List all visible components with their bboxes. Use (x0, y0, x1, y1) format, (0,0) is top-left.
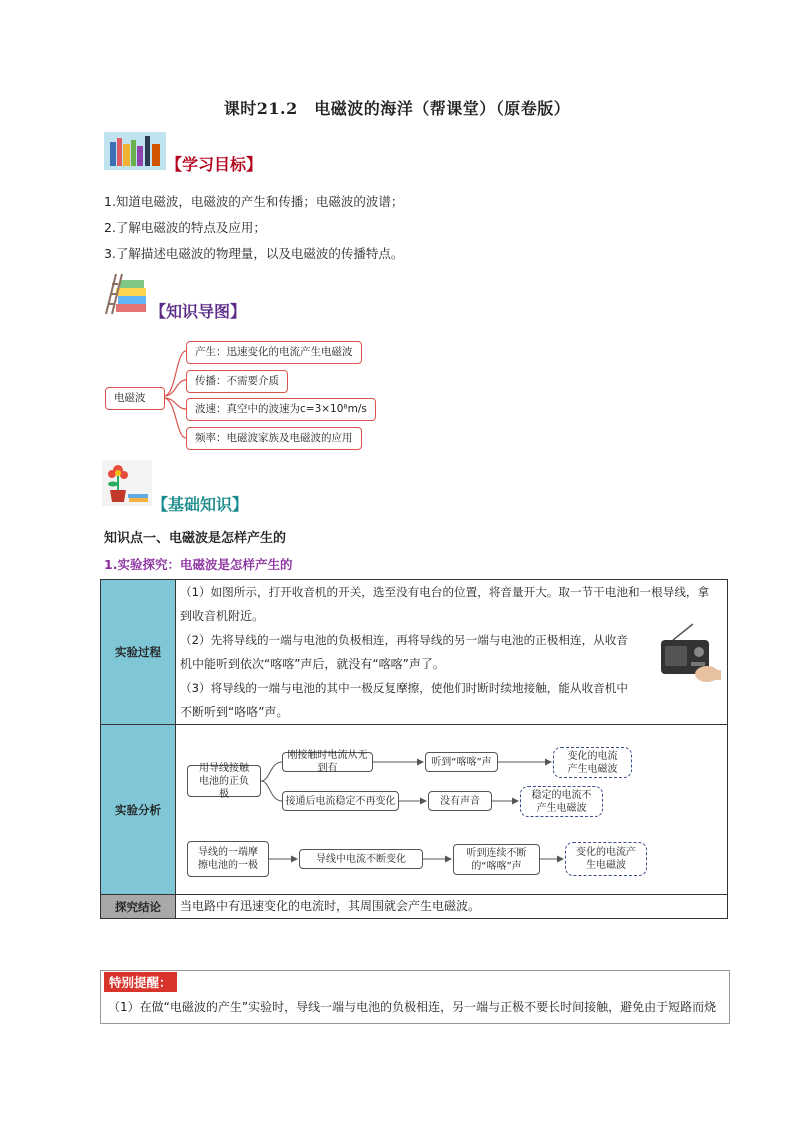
flow-a1-result: 变化的电流产生电磁波 (553, 747, 632, 778)
mindmap-branch-2: 传播：不需要介质 (186, 370, 288, 393)
experiment-table (100, 579, 728, 919)
table-row (101, 895, 728, 919)
tip-text: （1）在做“电磁波的产生”实验时，导线一端与电池的负极相连，另一端与正极不要长时间接触，避免由于短路而烧 (108, 1000, 717, 1014)
tip-box (100, 970, 730, 1024)
section-heading-goals: 【学习目标】 (166, 155, 263, 174)
mindmap-branch-4: 频率：电磁波家族及电磁波的应用 (186, 427, 362, 450)
flow-start-a: 用导线接触电池的正负极 (187, 765, 261, 797)
section-heading-basics: 【基础知识】 (152, 495, 249, 514)
flow-b-result: 变化的电流产生电磁波 (565, 842, 647, 876)
analysis-label: 实验分析 (101, 725, 176, 895)
flow-a2-result: 稳定的电流不产生电磁波 (520, 786, 603, 817)
flow-a1-cause: 刚接触时电流从无到有 (282, 752, 373, 772)
conclusion-label: 探究结论 (101, 895, 176, 919)
flow-b-hear: 听到连续不断的“喀喀”声 (453, 844, 540, 875)
flow-a1-hear: 听到“喀喀”声 (425, 752, 498, 772)
flower-pot-icon (102, 460, 152, 506)
goal-item-3: 3.了解描述电磁波的物理量，以及电磁波的传播特点。 (104, 246, 404, 261)
radio-image (653, 622, 721, 688)
process-line-1: （1）如图所示，打开收音机的开关，选至没有电台的位置，将音量开大。取一节干电池和一根导线，拿 (180, 585, 710, 599)
conclusion-cell: 当电路中有迅速变化的电流时，其周围就会产生电磁波。 (176, 895, 728, 919)
process-line-4: 机中能听到依次“喀喀”声后，就没有“喀喀”声了。 (180, 657, 445, 671)
flow-a2-hear: 没有声音 (428, 791, 492, 811)
flow-start-b: 导线的一端摩擦电池的一极 (187, 841, 269, 877)
analysis-cell (176, 725, 728, 895)
process-line-2: 到收音机附近。 (180, 609, 265, 623)
process-cell (176, 580, 728, 725)
flow-b-cause: 导线中电流不断变化 (299, 849, 423, 869)
table-row (101, 580, 728, 725)
flow-a2-cause: 接通后电流稳定不再变化 (282, 791, 399, 811)
knowledge-point-title: 知识点一、电磁波是怎样产生的 (104, 531, 287, 546)
section-heading-map: 【知识导图】 (150, 302, 247, 321)
table-row (101, 725, 728, 895)
mindmap-branch-3: 波速：真空中的波速为c=3×10⁸m/s (186, 398, 376, 421)
process-line-6: 不断听到“咯咯”声。 (180, 705, 289, 719)
goal-item-1: 1.知道电磁波，电磁波的产生和传播；电磁波的波谱； (104, 194, 404, 209)
experiment-title: 1.实验探究：电磁波是怎样产生的 (104, 557, 293, 572)
process-label: 实验过程 (101, 580, 176, 725)
goal-item-2: 2.了解电磁波的特点及应用； (104, 220, 266, 235)
page-title: 课时21.2 电磁波的海洋（帮课堂）（原卷版） (223, 99, 571, 118)
process-line-3: （2）先将导线的一端与电池的负极相连，再将导线的另一端与电池的正极相连，从收音 (180, 633, 628, 647)
mindmap-branch-1: 产生：迅速变化的电流产生电磁波 (186, 341, 362, 364)
process-line-5: （3）将导线的一端与电池的其中一极反复摩擦，使他们时断时续地接触，能从收音机中 (180, 681, 628, 695)
mindmap-root: 电磁波 (105, 387, 165, 410)
tip-label: 特别提醒： (104, 972, 177, 992)
